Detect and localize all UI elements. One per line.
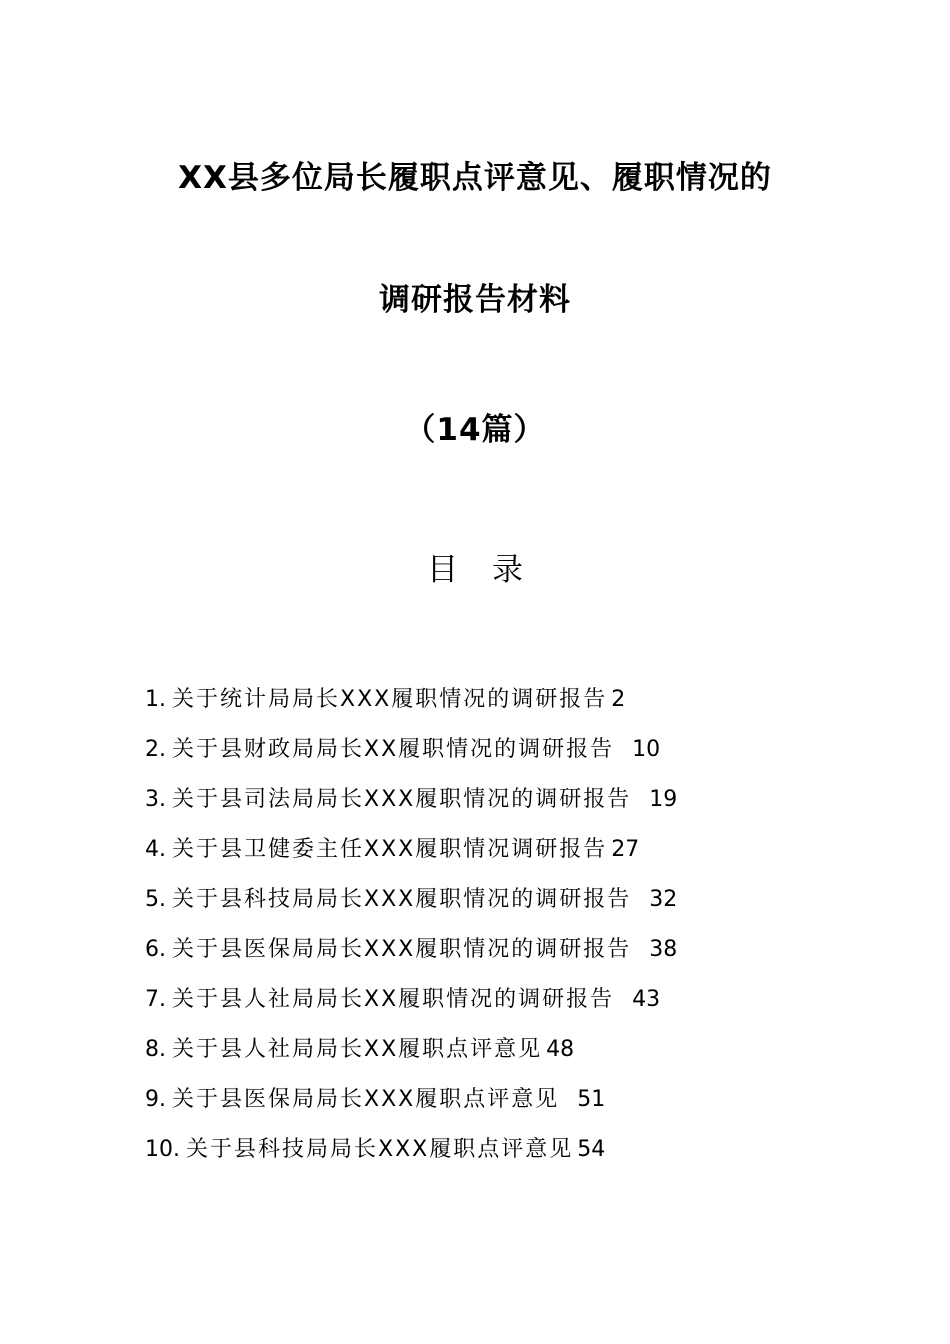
- toc-item-title: 关于统计局局长XXX履职情况的调研报告: [172, 687, 608, 712]
- toc-item-page: 54: [577, 1137, 606, 1162]
- toc-item[interactable]: [145, 832, 765, 882]
- toc-item-title: 关于县人社局局长XX履职点评意见: [172, 1037, 543, 1062]
- toc-item[interactable]: [145, 732, 765, 782]
- toc-item-title: 关于县财政局局长XX履职情况的调研报告: [172, 737, 615, 762]
- toc-item-number: 1.: [145, 687, 166, 712]
- toc-item-page: 10: [632, 737, 661, 762]
- toc-item-title: 关于县科技局局长XXX履职点评意见: [186, 1137, 574, 1162]
- document-title-line-1: XX县多位局长履职点评意见、履职情况的: [178, 160, 772, 196]
- toc-item-number: 8.: [145, 1037, 166, 1062]
- toc-item[interactable]: [145, 932, 765, 982]
- toc-item-title: 关于县医保局局长XXX履职情况的调研报告: [172, 937, 632, 962]
- toc-item[interactable]: [145, 782, 765, 832]
- toc-item[interactable]: [145, 882, 765, 932]
- toc-item-page: 48: [546, 1037, 575, 1062]
- toc-item[interactable]: [145, 982, 765, 1032]
- toc-item-page: 43: [632, 987, 661, 1012]
- toc-heading: [0, 550, 950, 590]
- toc-item-number: 2.: [145, 737, 166, 762]
- toc-item-title: 关于县司法局局长XXX履职情况的调研报告: [172, 787, 632, 812]
- toc-item-page: 38: [649, 937, 678, 962]
- toc-item[interactable]: [145, 1132, 765, 1182]
- toc-item-page: 51: [577, 1087, 606, 1112]
- toc-item-number: 7.: [145, 987, 166, 1012]
- toc-item-title: 关于县科技局局长XXX履职情况的调研报告: [172, 887, 632, 912]
- toc-item-page: 32: [649, 887, 678, 912]
- toc-item[interactable]: [145, 1032, 765, 1082]
- toc-item-page: 27: [611, 837, 640, 862]
- toc-item-number: 3.: [145, 787, 166, 812]
- toc-item[interactable]: [145, 1082, 765, 1132]
- toc-heading-right: 录: [492, 552, 523, 588]
- toc-item-page: 19: [649, 787, 678, 812]
- toc-heading-left: 目: [427, 552, 458, 588]
- toc-list: [145, 682, 765, 1182]
- toc-item-number: 6.: [145, 937, 166, 962]
- toc-item-number: 5.: [145, 887, 166, 912]
- toc-item-number: 4.: [145, 837, 166, 862]
- toc-item-page: 2: [611, 687, 626, 712]
- toc-item-title: 关于县医保局局长XXX履职点评意见: [172, 1087, 560, 1112]
- document-title-line-2: 调研报告材料: [379, 282, 571, 318]
- toc-item-number: 10.: [145, 1137, 180, 1162]
- toc-item-number: 9.: [145, 1087, 166, 1112]
- document-count: （14篇）: [404, 412, 546, 448]
- toc-item[interactable]: [145, 682, 765, 732]
- toc-item-title: 关于县卫健委主任XXX履职情况调研报告: [172, 837, 608, 862]
- toc-item-title: 关于县人社局局长XX履职情况的调研报告: [172, 987, 615, 1012]
